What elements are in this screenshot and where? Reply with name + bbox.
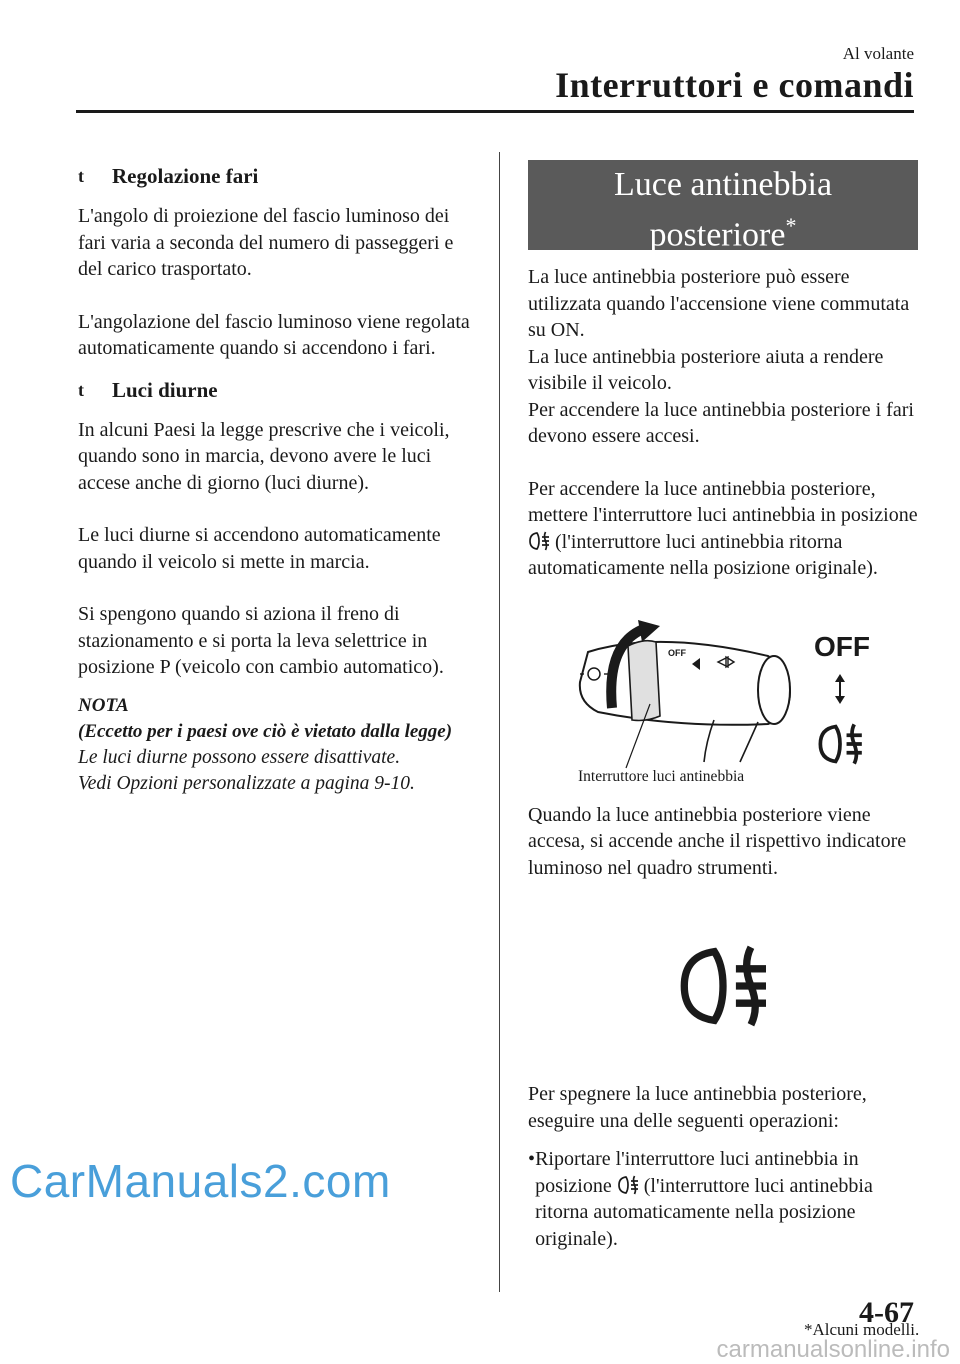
paragraph: La luce antinebbia posteriore può essere utilizzata quando l'accensione viene commutata su ON. — [528, 266, 910, 341]
column-divider — [499, 152, 500, 1292]
footer-note: *Alcuni modelli. — [804, 1320, 920, 1339]
paragraph: L'angolazione del fascio luminoso viene regolata automaticamente quando si accendono i fari. — [78, 310, 470, 359]
site-watermark: carmanualsonline.info — [716, 1336, 950, 1363]
rear-fog-light-icon — [617, 1175, 639, 1195]
left-column — [78, 160, 478, 797]
rear-fog-light-icon — [528, 531, 550, 551]
list-item-text: (l'interruttore luci antinebbia ritorna automaticamente nella posizione originale). — [535, 1174, 873, 1250]
section-title-line: posteriore — [649, 216, 786, 254]
bullet-mark-icon: t — [78, 379, 84, 400]
bullet-dot: • — [528, 1148, 536, 1170]
note-title: NOTA — [78, 694, 129, 716]
section-title-line: Luce antinebbia — [613, 166, 833, 203]
rear-fog-indicator-icon — [673, 943, 773, 1029]
figure-caption: Interruttore luci antinebbia — [578, 767, 745, 785]
heading-headlight-leveling — [78, 164, 478, 189]
paragraph-part: Per accendere la luce antinebbia posteriore, mettere l'interruttore luci antinebbia in posizione — [528, 477, 918, 526]
heading-text: Regolazione fari — [112, 164, 259, 188]
paragraph-part: (l'interruttore luci antinebbia ritorna automaticamente nella posizione originale). — [528, 530, 878, 579]
right-column — [528, 160, 918, 1252]
note-subtitle: (Eccetto per i paesi ove ciò è vietato dalla legge) — [78, 720, 453, 742]
paragraph: In alcuni Paesi la legge prescrive che i veicoli, quando sono in marcia, devono avere le luci accese anche di giorno (luci diurne). — [78, 418, 450, 494]
heading-text: Luci diurne — [112, 377, 218, 402]
header-divider — [76, 110, 914, 113]
header-section: Al volante — [842, 44, 914, 63]
paragraph: Per spegnere la luce antinebbia posteriore, eseguire una delle seguenti operazioni: — [528, 1083, 867, 1132]
note-line: Vedi Opzioni personalizzate a pagina 9-10. — [78, 772, 415, 794]
paragraph: Le luci diurne si accendono automaticamente quando il veicolo si mette in marcia. — [78, 524, 441, 573]
note-line: Le luci diurne possono essere disattivate. — [78, 746, 401, 768]
asterisk: * — [785, 213, 797, 238]
paragraph: Quando la luce antinebbia posteriore viene accesa, si accende anche il rispettivo indicatore luminoso nel quadro strumenti. — [528, 803, 907, 879]
off-label: OFF — [814, 630, 870, 662]
heading-daytime-lights — [78, 378, 478, 403]
section-title-box — [528, 160, 918, 254]
paragraph: L'angolo di proiezione del fascio luminoso dei fari varia a seconda del numero di passeggeri e del carico trasportato. — [78, 205, 454, 280]
fog-switch-illustration — [528, 612, 918, 788]
svg-text:OFF: OFF — [668, 647, 686, 658]
fog-switch-figure — [528, 612, 918, 788]
watermark: CarManuals2.com — [10, 1155, 391, 1207]
list-item-text: Riportare l'interruttore luci antinebbia in posizione — [535, 1148, 859, 1197]
paragraph — [528, 476, 918, 582]
page-title: Interruttori e comandi — [555, 65, 914, 105]
paragraph: La luce antinebbia posteriore aiuta a rendere visibile il veicolo. — [528, 345, 884, 394]
paragraph: Per accendere la luce antinebbia posteriore i fari devono essere accesi. — [528, 398, 914, 447]
paragraph: Si spengono quando si aziona il freno di stazionamento e si porta la leva selettrice in posizione P (veicolo con cambio automatico). — [78, 603, 444, 678]
list-item — [528, 1146, 918, 1252]
page-number: 4-67 — [859, 1296, 914, 1329]
bullet-mark-icon: t — [78, 166, 84, 186]
